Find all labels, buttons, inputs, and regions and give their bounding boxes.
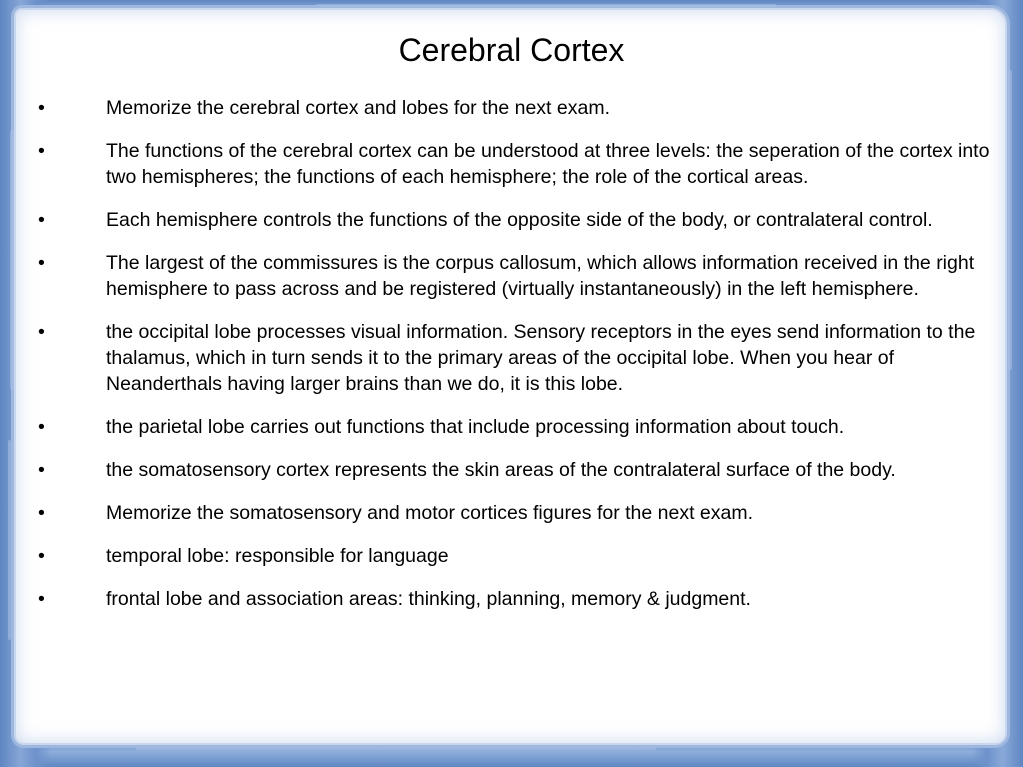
bullet-text: frontal lobe and association areas: thinking, planning, memory & judgment. [106, 588, 751, 610]
bullet-text: temporal lobe: responsible for language [106, 545, 449, 567]
bullet-text: Each hemisphere controls the functions of the opposite side of the body, or contralateral control. [106, 209, 933, 231]
bullet-marker: • [38, 209, 45, 231]
bullet-item [32, 207, 1007, 233]
bullet-text: The functions of the cerebral cortex can be understood at three levels: the seperation of the cortex into two hemispheres; the functions of each hemisphere; the role of the cortical areas. [106, 140, 990, 188]
bullet-marker: • [38, 502, 45, 524]
bullet-text: the parietal lobe carries out functions that include processing information about touch. [106, 416, 845, 438]
bullet-text: Memorize the cerebral cortex and lobes for the next exam. [106, 97, 610, 119]
bullet-item [32, 586, 1007, 612]
frame-brush-stroke [136, 747, 656, 750]
bullet-marker: • [38, 459, 45, 481]
frame-brush-stroke [10, 130, 14, 390]
bullet-marker: • [38, 97, 45, 119]
bullet-item [32, 250, 1007, 302]
bullet-marker: • [38, 416, 45, 438]
bullet-marker: • [38, 588, 45, 610]
bullet-text: the occipital lobe processes visual information. Sensory receptors in the eyes send information to the thalamus, which in turn sends it to the primary areas of the occipital lobe. When you hear of Neanderthals having larger brains than we do, it is this lobe. [106, 321, 976, 395]
bullet-marker: • [38, 545, 45, 567]
bullet-text: the somatosensory cortex represents the skin areas of the contralateral surface of the body. [106, 459, 896, 481]
bullet-marker: • [38, 252, 45, 274]
bullet-item [32, 95, 1007, 121]
frame-brush-stroke [1008, 70, 1012, 370]
bullet-item [32, 138, 1007, 190]
bullet-list [32, 95, 1007, 629]
bullet-marker: • [38, 321, 45, 343]
bullet-item [32, 543, 1007, 569]
bullet-text: Memorize the somatosensory and motor cortices figures for the next exam. [106, 502, 754, 524]
bullet-item [32, 457, 1007, 483]
frame-brush-stroke [316, 4, 776, 7]
slide-title: Cerebral Cortex [398, 32, 625, 68]
frame-brush-stroke [8, 440, 11, 640]
bullet-text: The largest of the commissures is the corpus callosum, which allows information received in the right hemisphere to pass across and be registered (virtually instantaneously) in the left hemisphere. [106, 252, 975, 300]
bullet-marker: • [38, 140, 45, 162]
bullet-item [32, 414, 1007, 440]
bullet-item [32, 500, 1007, 526]
bullet-item [32, 319, 1007, 397]
